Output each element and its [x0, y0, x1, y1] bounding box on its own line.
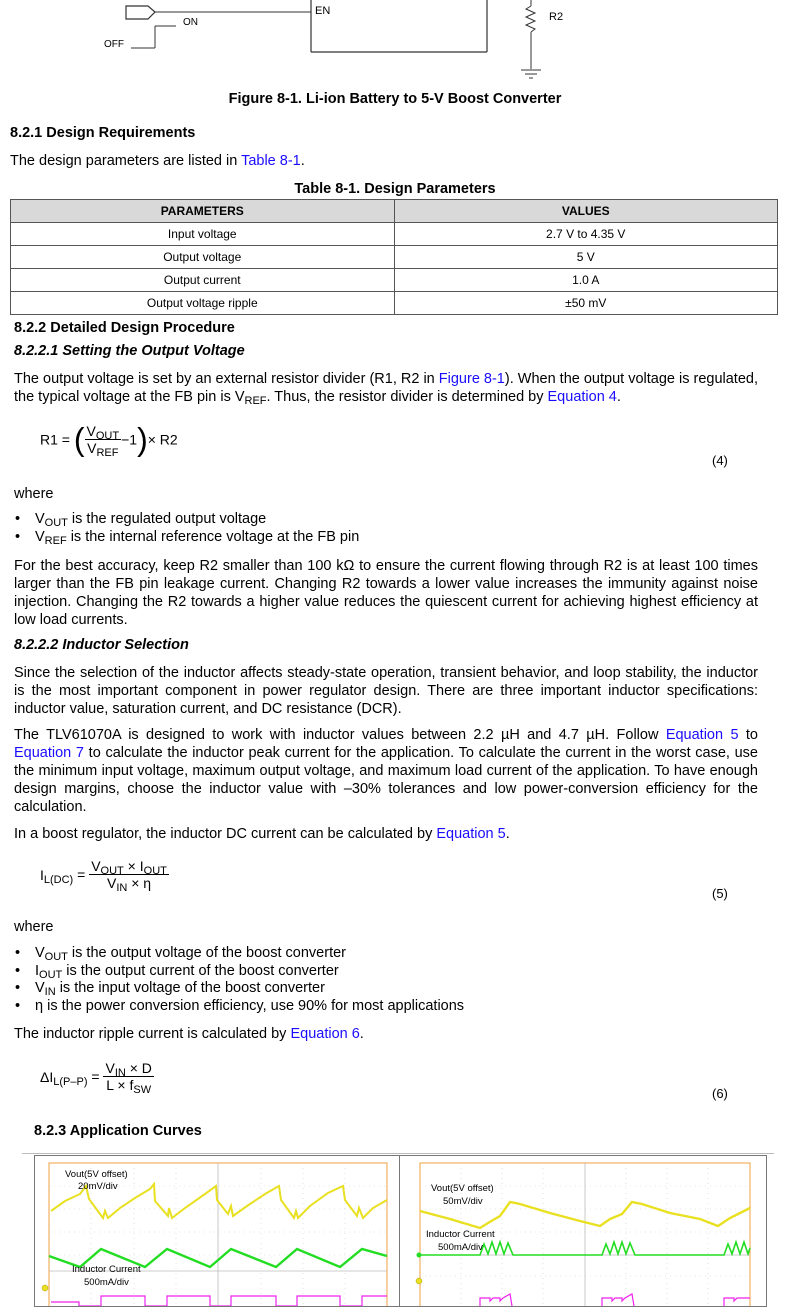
subscript: IN	[44, 986, 56, 998]
symbol: V	[35, 511, 45, 527]
en-pin-label: EN	[315, 5, 331, 17]
scope-right-current-label: Inductor Current	[426, 1229, 495, 1240]
scope-right-current-scale: 500mA/div	[438, 1242, 483, 1253]
value-cell: 5 V	[394, 246, 778, 269]
text: is the output voltage of the boost converter	[67, 945, 346, 961]
lpp-sub: L(P–P)	[53, 1075, 88, 1088]
text: ). When the output voltage is regulated, the typical voltage at the FB pin is V	[14, 371, 758, 405]
r2-label: R2	[549, 11, 564, 23]
variables-list-1	[14, 511, 754, 546]
subsection-heading-8-2-2-1: 8.2.2.1 Setting the Output Voltage	[14, 343, 245, 359]
symbol: V	[35, 945, 45, 961]
header-values: VALUES	[394, 200, 778, 223]
i-symbol: I	[40, 866, 44, 883]
ldc-sub: L(DC)	[43, 873, 74, 886]
text: is the internal reference voltage at the FB pin	[66, 528, 360, 545]
subscript: REF	[44, 534, 67, 547]
subscript: OUT	[44, 517, 68, 529]
text: .	[505, 826, 510, 842]
value-cell: 1.0 A	[394, 269, 778, 292]
on-label: ON	[183, 17, 198, 28]
v-symbol: V	[87, 440, 97, 456]
r2-accuracy-paragraph: For the best accuracy, keep R2 smaller than 100 kΩ to ensure the current flowing through R2 is at least 100 times larger than the FB pin leakage current. Changing R2 towards a lower value increases the immunity against noise injection. Changing the R2 towards a higher value reduces the quiescent current for achieving highest efficiency at low load currents.	[14, 558, 758, 628]
symbol: η	[35, 997, 44, 1014]
equation-5	[40, 858, 169, 894]
schematic-figure	[0, 0, 790, 85]
equation-5-link[interactable]: Equation 5	[665, 727, 739, 743]
symbol: I	[35, 962, 40, 979]
header-parameters: PARAMETERS	[11, 200, 395, 223]
scope-right-vout-label: Vout(5V offset)	[431, 1183, 494, 1194]
out-sub: OUT	[95, 430, 120, 442]
text: The output voltage is set by an external resistor divider (R1, R2 in	[14, 371, 439, 387]
table-header-row	[11, 200, 778, 223]
symbol: V	[35, 528, 45, 545]
text: is the power conversion efficiency, use 90% for most applications	[43, 997, 465, 1014]
equals: =	[91, 1068, 100, 1085]
text: to calculate the inductor peak current for the application. To calculate the current in the worst case, use the minimum input voltage, maximum output voltage, and maximum load current of the application. To have enough design margins, choose the inductor value with –30% tolerances and low power-conversion efficiency for the calculation.	[14, 745, 758, 815]
scope-plot-left	[34, 1155, 400, 1307]
list-item	[14, 945, 754, 963]
subscript: OUT	[39, 968, 63, 981]
where-label-2: where	[14, 919, 54, 935]
value-cell: 2.7 V to 4.35 V	[394, 223, 778, 246]
variables-list-2	[14, 945, 754, 1015]
equation-7-link[interactable]: Equation 7	[14, 745, 84, 761]
eq6-fraction: $\frac{V_{IN} \times D}{L \times f_{SW}}$	[105, 1060, 152, 1096]
section-heading-8-2-3: 8.2.3 Application Curves	[34, 1123, 202, 1139]
eq4-lhs: R1 =	[40, 431, 70, 448]
subsection-heading-8-2-2-2: 8.2.2.2 Inductor Selection	[14, 637, 189, 653]
equation-4-link[interactable]: Equation 4	[547, 389, 617, 405]
design-parameters-table	[10, 199, 778, 315]
table-row	[11, 223, 778, 246]
equation-6	[40, 1060, 154, 1096]
param-cell: Output voltage ripple	[11, 292, 395, 315]
where-label-1: where	[14, 486, 54, 502]
scope-left-current-label: Inductor Current	[72, 1264, 141, 1275]
text: .	[359, 1026, 364, 1042]
scope-left-vout-label: Vout(5V offset)	[65, 1169, 128, 1180]
text: .	[616, 389, 621, 405]
table-row	[11, 246, 778, 269]
subscript: OUT	[44, 951, 68, 963]
times-r2: × R2	[147, 431, 178, 448]
scope-left-current-scale: 500mA/div	[84, 1277, 129, 1288]
right-paren: )	[137, 421, 148, 458]
list-item	[14, 998, 754, 1016]
minus-one: −1	[121, 431, 138, 448]
value-cell: ±50 mV	[394, 292, 778, 315]
output-voltage-paragraph	[14, 370, 758, 406]
list-item	[14, 963, 754, 981]
text: is the input voltage of the boost converter	[55, 980, 325, 996]
design-params-intro	[10, 152, 305, 170]
eq4-fraction	[85, 423, 122, 459]
equation-4-number: (4)	[712, 453, 728, 468]
eq5-fraction: $\frac{V_{OUT} \times I_{OUT}}{V_{IN} \times \eta}$	[91, 858, 167, 894]
v-symbol: V	[86, 423, 96, 439]
param-cell: Output voltage	[11, 246, 395, 269]
list-item	[14, 529, 754, 547]
equation-4	[40, 421, 178, 459]
eq6-lhs	[40, 1068, 88, 1088]
scope-right-vout-scale: 50mV/div	[443, 1196, 483, 1207]
table-row	[11, 292, 778, 315]
inductor-intro-paragraph: Since the selection of the inductor affects steady-state operation, transient behavior, and loop stability, the inductor is the most important component in power regulator design. There are three important inductor specifications: inductor value, saturation current, and DC resistance (DCR).	[14, 665, 758, 717]
figure-caption: Figure 8-1. Li-ion Battery to 5-V Boost Converter	[228, 91, 562, 107]
section-heading-8-2-1: 8.2.1 Design Requirements	[10, 125, 196, 141]
subscript: REF	[244, 395, 267, 407]
off-label: OFF	[104, 39, 124, 50]
equation-5-number: (5)	[712, 886, 728, 901]
text: to	[738, 727, 758, 743]
param-cell: Output current	[11, 269, 395, 292]
text: is the output current of the boost converter	[62, 962, 339, 979]
param-cell: Input voltage	[11, 223, 395, 246]
list-item	[14, 980, 754, 998]
section-divider	[22, 1153, 774, 1154]
left-paren: (	[73, 421, 85, 458]
equation-6-number: (6)	[712, 1086, 728, 1101]
figure-8-1-link[interactable]: Figure 8-1	[438, 371, 505, 387]
equation-5-link-2[interactable]: Equation 5	[436, 826, 506, 842]
list-item	[14, 511, 754, 529]
symbol: V	[35, 980, 45, 996]
intro-text: The design parameters are listed in	[10, 153, 242, 169]
inductor-values-paragraph	[14, 726, 758, 816]
section-heading-8-2-2: 8.2.2 Detailed Design Procedure	[14, 320, 235, 336]
table-caption: Table 8-1. Design Parameters	[294, 181, 496, 197]
scope-plot-right	[399, 1155, 767, 1307]
eq5-lhs	[40, 866, 74, 886]
table-row	[11, 269, 778, 292]
scope-left-vout-scale: 20mV/div	[78, 1181, 118, 1192]
equation-6-link[interactable]: Equation 6	[290, 1026, 360, 1042]
equals: =	[77, 866, 86, 883]
ref-sub: REF	[96, 447, 119, 459]
ripple-current-intro	[14, 1025, 364, 1043]
table-8-1-link[interactable]: Table 8-1	[241, 153, 301, 169]
text: In a boost regulator, the inductor DC current can be calculated by	[14, 826, 437, 842]
delta-i-symbol: ΔI	[40, 1068, 54, 1085]
text: The inductor ripple current is calculated by	[14, 1026, 291, 1042]
text: is the regulated output voltage	[67, 511, 267, 527]
text: The TLV61070A is designed to work with inductor values between 2.2 µH and 4.7 µH. Follow	[14, 727, 666, 743]
dc-current-intro	[14, 825, 510, 843]
text: . Thus, the resistor divider is determined by	[266, 389, 548, 405]
intro-text-end: .	[300, 153, 305, 169]
